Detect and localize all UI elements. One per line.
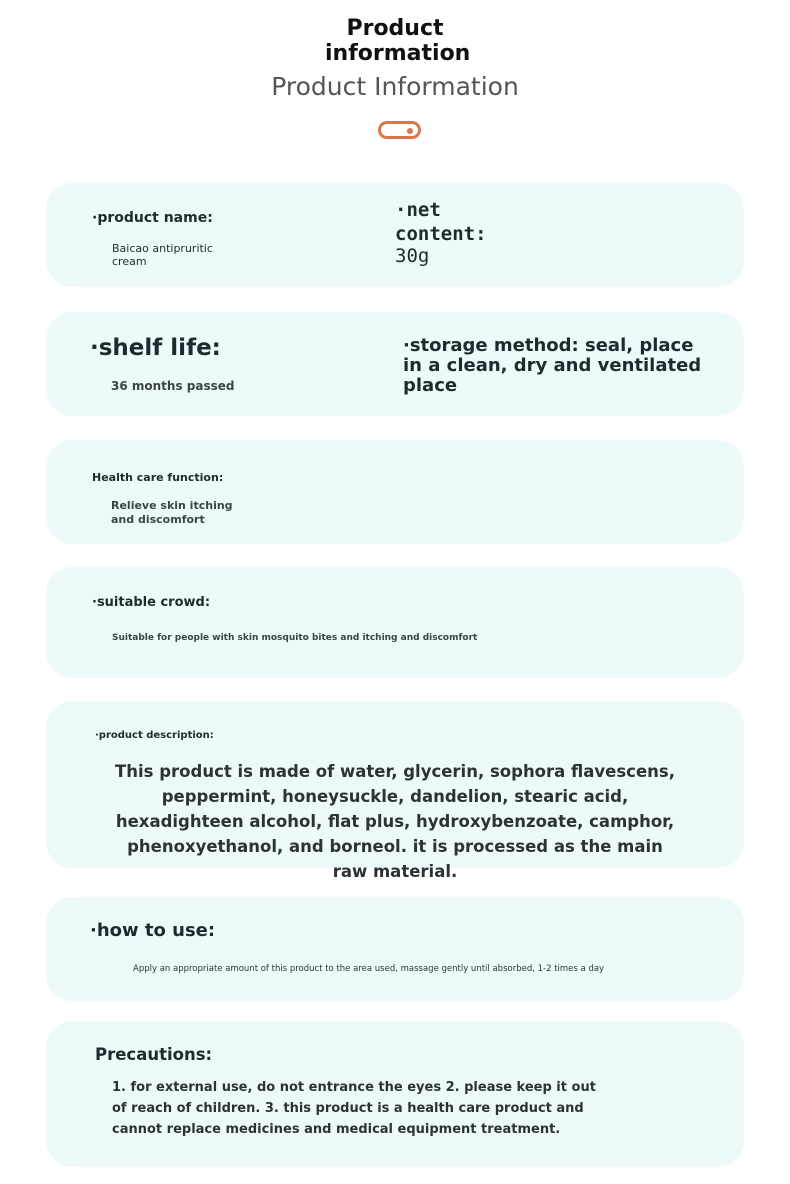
shelf-life-value: 36 months passed	[111, 379, 235, 393]
card-how-to-use	[46, 897, 744, 1001]
storage-method-text: ·storage method: seal, place in a clean, dry and ventilated place	[403, 335, 702, 396]
health-care-label: Health care function:	[92, 471, 224, 484]
product-name-label: ·product name:	[92, 210, 213, 226]
precautions-label: Precautions:	[95, 1045, 213, 1064]
page-title: Product information	[325, 16, 471, 66]
health-care-value: Relieve skin itching and discomfort	[111, 499, 233, 526]
shelf-life-label: ·shelf life:	[90, 335, 221, 361]
card-precautions	[46, 1021, 744, 1167]
card-suitable-crowd	[46, 567, 744, 678]
suitable-crowd-value: Suitable for people with skin mosquito bites and itching and discomfort	[112, 633, 478, 643]
net-content-label: ·net content:	[395, 199, 487, 245]
net-content-value: 30g	[395, 245, 430, 267]
product-description-value: This product is made of water, glycerin, sophora flavescens, peppermint, honeysuckle, dandelion, stearic acid, hexadighteen alcohol, flat plus, hydroxybenzoate, camphor, phenoxyethanol, and borneol. it is processed as the main raw material.	[115, 762, 675, 881]
how-to-use-value: Apply an appropriate amount of this product to the area used, massage gently until absorbed, 1-2 times a day	[133, 964, 605, 974]
card-product-description	[46, 701, 744, 881]
product-name-value: Baicao antipruritic cream	[112, 242, 213, 268]
card-product-name	[46, 183, 744, 287]
precautions-value: 1. for external use, do not entrance the eyes 2. please keep it out of reach of children. 3. this product is a health care product and cannot replace medicines and medical equipment treatment.	[112, 1080, 596, 1137]
suitable-crowd-label: ·suitable crowd:	[92, 595, 211, 610]
card-shelf-life	[46, 312, 744, 416]
how-to-use-label: ·how to use:	[90, 920, 216, 941]
card-health-care	[46, 440, 744, 544]
toggle-icon	[378, 121, 421, 139]
page-subtitle: Product Information	[271, 72, 519, 101]
toggle-dot	[407, 128, 413, 134]
product-description-label: ·product description:	[95, 730, 214, 741]
